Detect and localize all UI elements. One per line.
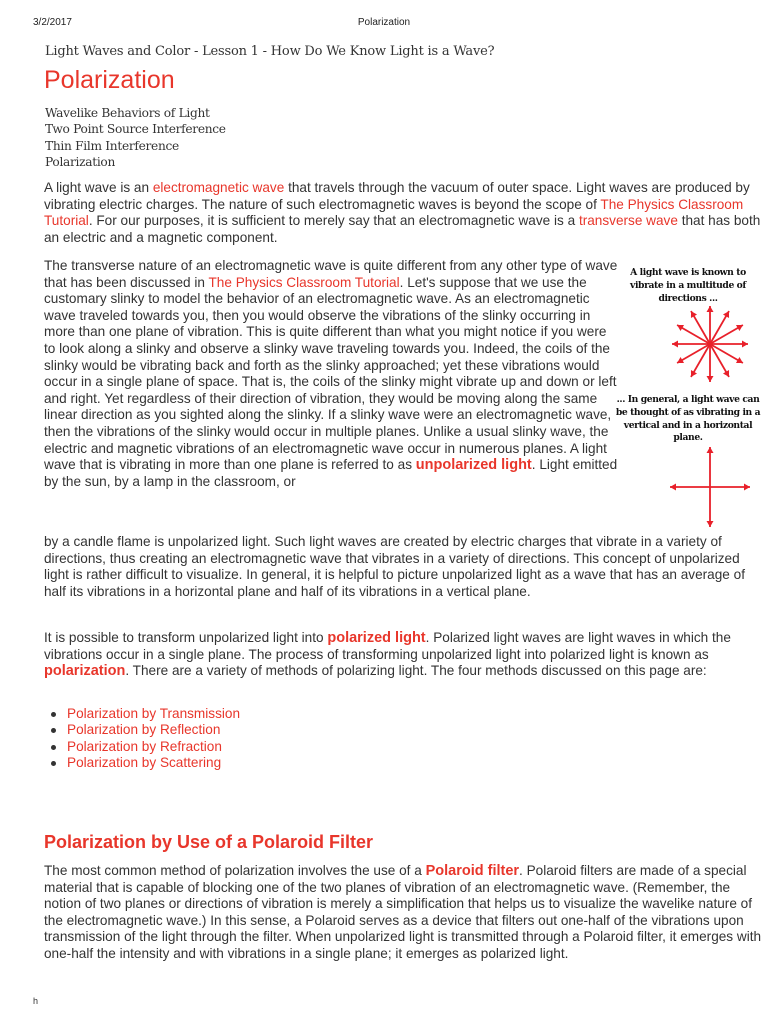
text: It is possible to transform unpolarized light into xyxy=(44,630,328,645)
list-item[interactable] xyxy=(49,722,240,738)
arrow-3-head xyxy=(707,376,714,382)
nav-link-polarization[interactable]: Polarization xyxy=(45,154,116,169)
term-polarized-light: polarized light xyxy=(327,630,426,646)
print-header-title: Polarization xyxy=(357,17,411,28)
link-polarization-by-scattering[interactable]: Polarization by Scattering xyxy=(67,754,222,770)
intro-paragraph xyxy=(44,180,764,246)
list-item[interactable] xyxy=(49,739,240,755)
bullet-icon xyxy=(51,712,56,717)
text: . Let's suppose that we use the customary slinky to model the behavior of an electromagnetic wave. As an electromagnetic wave traveled towards you, then you would observe the vibrations of the slinky occurring in more than one plane of vibration. This is quite different than what you might notice if you were to look along a slinky and observe a slinky wave traveling towards you. Indeed, the coils of the slinky would be vibrating back and forth as the slinky approached; yet these vibrations would occur in a single plane of space. That is, the coils of the slinky might vibrate up and down or left and right. Yet regardless of their direction of vibration, they would be moving along the same linear direction as you sighted along the slinky. If a slinky wave were an electromagnetic wave, then the vibrations of the slinky would occur in multiple planes. Unlike a usual slinky wave, the electric and magnetic vibrations of an electromagnetic wave occur in numerous planes. A light wave that is vibrating in more than one plane is referred to as xyxy=(44,274,617,473)
nav-link-wavelike-behaviors[interactable]: Wavelike Behaviors of Light xyxy=(45,106,210,120)
text: . Polarized light waves are light waves in which the vibrations occur in a single plane. The process of transforming unpolarized light into polarized light is known as xyxy=(44,630,731,662)
bullet-icon xyxy=(51,728,56,733)
text: that has both an electric and a magnetic component. xyxy=(44,213,761,245)
text: A light wave is an xyxy=(44,180,153,195)
plane-arrow-3-head xyxy=(707,447,714,453)
arrow-0-head xyxy=(742,341,748,348)
list-item[interactable] xyxy=(49,706,240,722)
text: . There are a variety of methods of polarizing light. The four methods discussed on this page are: xyxy=(125,663,707,679)
text: . Light emitted by the sun, by a lamp in the classroom, or xyxy=(44,457,618,489)
slinky-paragraph-continued: by a candle flame is unpolarized light. Such light waves are created by electric charges that vibrate in a variety of directions, thus creating an electromagnetic wave that vibrates in a variety of directions. This concept of unpolarized light is rather difficult to visualize. In general, it is helpful to picture unpolarized light as a wave that has an average of half its vibrations in a horizontal plane and half of its vibrations in a vertical plane. xyxy=(44,534,745,599)
multidirection-arrows-icon xyxy=(645,298,768,392)
polaroid-filter-paragraph xyxy=(44,863,764,963)
slinky-paragraph xyxy=(44,258,619,490)
list-item[interactable] xyxy=(49,755,240,771)
text: The transverse nature of an electromagnetic wave is quite different from any other type of wave that has been discussed in xyxy=(44,258,618,290)
figure-caption-multidirection: A light wave is known to vibrate in a multitude of directions ... xyxy=(630,267,746,304)
text: that travels through the vacuum of outer space. Light waves are produced by vibrating electric charges. The nature of such electromagnetic waves is beyond the scope of xyxy=(44,180,750,212)
text: The most common method of polarization involves the use of a xyxy=(44,863,426,878)
link-polarization-by-reflection[interactable]: Polarization by Reflection xyxy=(67,722,221,738)
section-heading: Polarization by Use of a Polaroid Filter xyxy=(44,832,374,852)
plane-arrow-1-head xyxy=(707,521,714,527)
polarization-paragraph xyxy=(44,630,764,680)
lesson-nav xyxy=(45,105,226,170)
link-transverse-wave[interactable]: transverse wave xyxy=(578,213,678,229)
term-polaroid-filter: Polaroid filter xyxy=(425,863,520,879)
term-polarization: polarization xyxy=(44,663,126,680)
nav-link-thin-film[interactable]: Thin Film Interference xyxy=(45,138,179,153)
link-physics-classroom-tutorial[interactable]: The Physics Classroom Tutorial xyxy=(208,274,400,290)
plane-arrow-0-head xyxy=(744,484,750,491)
figure-caption-two-planes: ... In general, a light wave can be thought of as vibrating in a vertical and in a horizontal plane. xyxy=(615,394,761,444)
link-polarization-by-refraction[interactable]: Polarization by Refraction xyxy=(67,738,222,754)
arrow-6-head xyxy=(672,341,678,348)
link-physics-classroom-tutorial[interactable]: The Physics Classroom Tutorial xyxy=(44,196,744,229)
link-polarization-by-transmission[interactable]: Polarization by Transmission xyxy=(67,706,241,721)
text: . For our purposes, it is sufficient to merely say that an electromagnetic wave is a xyxy=(88,213,579,229)
methods-list xyxy=(49,706,240,771)
print-date: 3/2/2017 xyxy=(33,17,72,28)
page-title: Polarization xyxy=(44,66,175,94)
text: . Polaroid filters are made of a special material that is capable of blocking one of the two planes of vibration of an electromagnetic wave. (Remember, the notion of two planes or directions of vibration is merely a simplification that helps us to visualize the wavelike nature of the electromagnetic wave.) In this sense, a Polaroid serves as a device that filters out one-half of the vibrations upon transmission of the light through the filter. When unpolarized light is transmitted through a Polaroid filter, it emerges with one-half the intensity and with vibrations in a single plane; it emerges as polarized light. xyxy=(44,863,762,961)
print-footer: h xyxy=(33,996,39,1006)
term-unpolarized-light: unpolarized light xyxy=(415,457,532,474)
bullet-icon xyxy=(51,745,56,750)
bullet-icon xyxy=(51,761,56,766)
vertical-horizontal-arrows-icon xyxy=(666,443,754,531)
arrow-9-head xyxy=(707,306,714,312)
lesson-breadcrumb[interactable]: Light Waves and Color - Lesson 1 - How Do We Know Light is a Wave? xyxy=(45,44,495,59)
link-electromagnetic-wave[interactable]: electromagnetic wave xyxy=(152,180,285,195)
plane-arrow-2-head xyxy=(670,484,676,491)
nav-link-two-point-source[interactable]: Two Point Source Interference xyxy=(45,122,226,137)
